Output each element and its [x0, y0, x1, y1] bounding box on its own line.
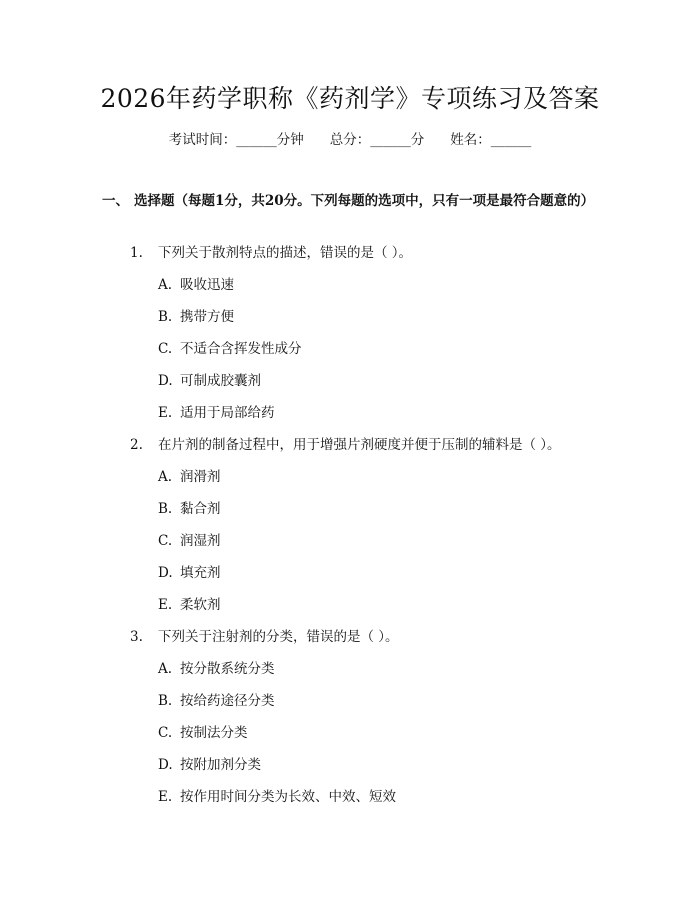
option-1d	[158, 371, 261, 391]
option-2a	[158, 467, 221, 487]
question-number: 2.	[130, 437, 143, 453]
option-text: 润湿剂	[180, 533, 221, 549]
option-letter: E.	[158, 405, 173, 421]
question-number: 1.	[130, 245, 143, 261]
option-1b	[158, 307, 234, 327]
option-text: 填充剂	[180, 565, 221, 581]
exam-info	[0, 130, 700, 150]
option-text: 按分散系统分类	[180, 661, 275, 677]
question-text: 下列关于注射剂的分类，错误的是（ ）。	[158, 629, 399, 645]
option-letter: E.	[158, 789, 173, 805]
question-2	[130, 435, 561, 455]
section-number: 一、	[102, 193, 129, 209]
question-text: 下列关于散剂特点的描述，错误的是（ ）。	[158, 245, 413, 261]
option-2c	[158, 531, 221, 551]
option-letter: D.	[158, 757, 173, 773]
option-text: 可制成胶囊剂	[180, 373, 261, 389]
option-3c	[158, 723, 248, 743]
option-1c	[158, 339, 302, 359]
option-letter: B.	[158, 309, 173, 325]
question-1	[130, 243, 412, 263]
option-text: 不适合含挥发性成分	[180, 341, 302, 357]
option-text: 适用于局部给药	[180, 405, 275, 421]
option-text: 按制法分类	[180, 725, 248, 741]
option-2b	[158, 499, 221, 519]
option-text: 按给药途径分类	[180, 693, 275, 709]
option-3d	[158, 755, 261, 775]
option-2d	[158, 563, 221, 583]
question-3	[130, 627, 399, 647]
option-text: 润滑剂	[180, 469, 221, 485]
option-text: 携带方便	[180, 309, 234, 325]
question-number: 3.	[130, 629, 143, 645]
option-text: 黏合剂	[180, 501, 221, 517]
option-letter: D.	[158, 373, 173, 389]
option-text: 柔软剂	[180, 597, 221, 613]
option-letter: A.	[158, 661, 173, 677]
question-text: 在片剂的制备过程中，用于增强片剂硬度并便于压制的辅料是（ ）。	[158, 437, 561, 453]
option-letter: D.	[158, 565, 173, 581]
option-letter: B.	[158, 693, 173, 709]
option-text: 按作用时间分类为长效、中效、短效	[180, 789, 396, 805]
section-title: 选择题（每题1分，共20分。下列每题的选项中，只有一项是最符合题意的）	[134, 193, 595, 209]
option-letter: C.	[158, 533, 173, 549]
option-letter: E.	[158, 597, 173, 613]
name-field: 姓名：______	[450, 132, 532, 148]
option-letter: B.	[158, 501, 173, 517]
option-text: 吸收迅速	[180, 277, 234, 293]
option-1a	[158, 275, 234, 295]
option-letter: A.	[158, 469, 173, 485]
option-3b	[158, 691, 275, 711]
option-1e	[158, 403, 275, 423]
option-letter: C.	[158, 725, 173, 741]
option-text: 按附加剂分类	[180, 757, 261, 773]
document-title: 2026年药学职称《药剂学》专项练习及答案	[100, 84, 600, 113]
section-heading	[102, 191, 600, 211]
option-3a	[158, 659, 275, 679]
option-letter: A.	[158, 277, 173, 293]
option-letter: C.	[158, 341, 173, 357]
option-2e	[158, 595, 221, 615]
exam-time-field: 考试时间：______分钟	[168, 132, 304, 148]
option-3e	[158, 787, 396, 807]
total-score-field: 总分：______分	[329, 132, 425, 148]
